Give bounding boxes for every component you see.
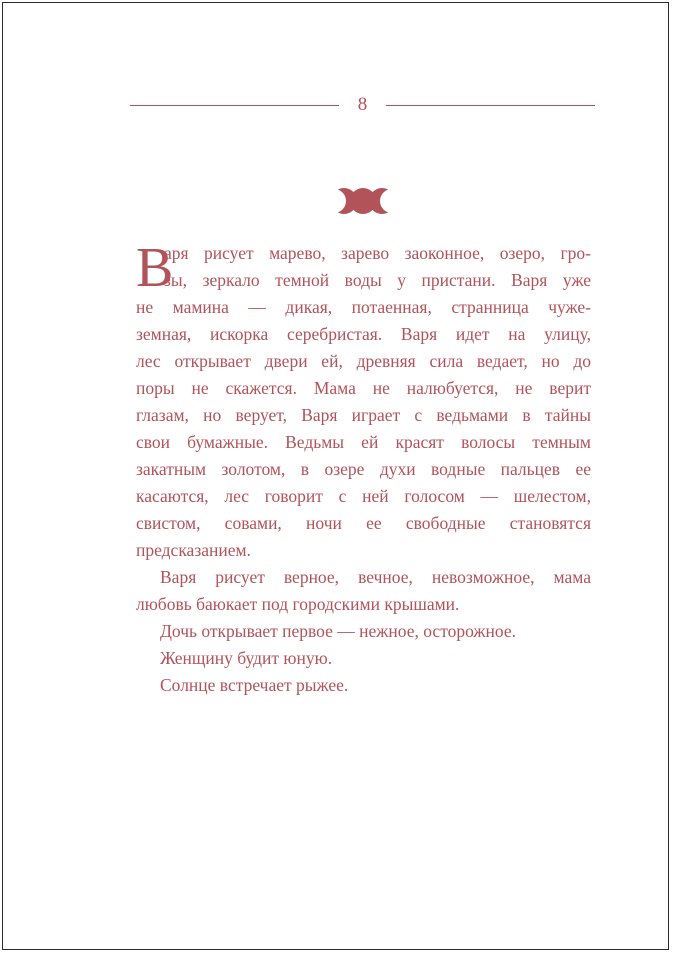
- text-line: любовь баюкает под городскими крышами.: [136, 594, 460, 614]
- text-line: закатным золотом, в озере духи водные пальцев ее: [136, 459, 591, 479]
- text-line: зы, зеркало темной воды у пристани. Варя уже: [164, 270, 591, 290]
- text-line: не мамина — дикая, потаенная, странница чуже-: [136, 297, 591, 317]
- text-line: касаются, лес говорит с ней голосом — шелестом,: [136, 486, 591, 506]
- text-line: Солнце встречает рыжее.: [160, 675, 349, 695]
- drop-cap: В: [136, 237, 174, 299]
- text-line: предсказанием.: [136, 540, 251, 560]
- text-line: глазам, но верует, Варя играет с ведьмами в тайны: [136, 405, 591, 425]
- text-line: Дочь открывает первое — нежное, осторожное.: [160, 621, 516, 641]
- text-line: поры не скажется. Мама не налюбуется, не верит: [136, 378, 591, 398]
- text-line: Варя рисует верное, вечное, невозможное, мама: [160, 567, 591, 587]
- text-line: свои бумажные. Ведьмы ей красят волосы темным: [136, 432, 591, 452]
- header-rule-left: [130, 105, 339, 106]
- text-line: земная, искорка серебристая. Варя идет на улицу,: [136, 324, 591, 344]
- text-line: свистом, совами, ночи ее свободные становятся: [136, 513, 591, 533]
- text-line: лес открывает двери ей, древняя сила ведает, но до: [136, 351, 591, 371]
- header-rule-right: [386, 105, 595, 106]
- text-line: аря рисует марево, зарево заоконное, озеро, гро-: [164, 243, 591, 263]
- triple-moon-icon: [331, 185, 395, 217]
- page-number: 8: [357, 94, 368, 115]
- body-text: [136, 237, 591, 699]
- text-line: Женщину будит юную.: [160, 648, 333, 668]
